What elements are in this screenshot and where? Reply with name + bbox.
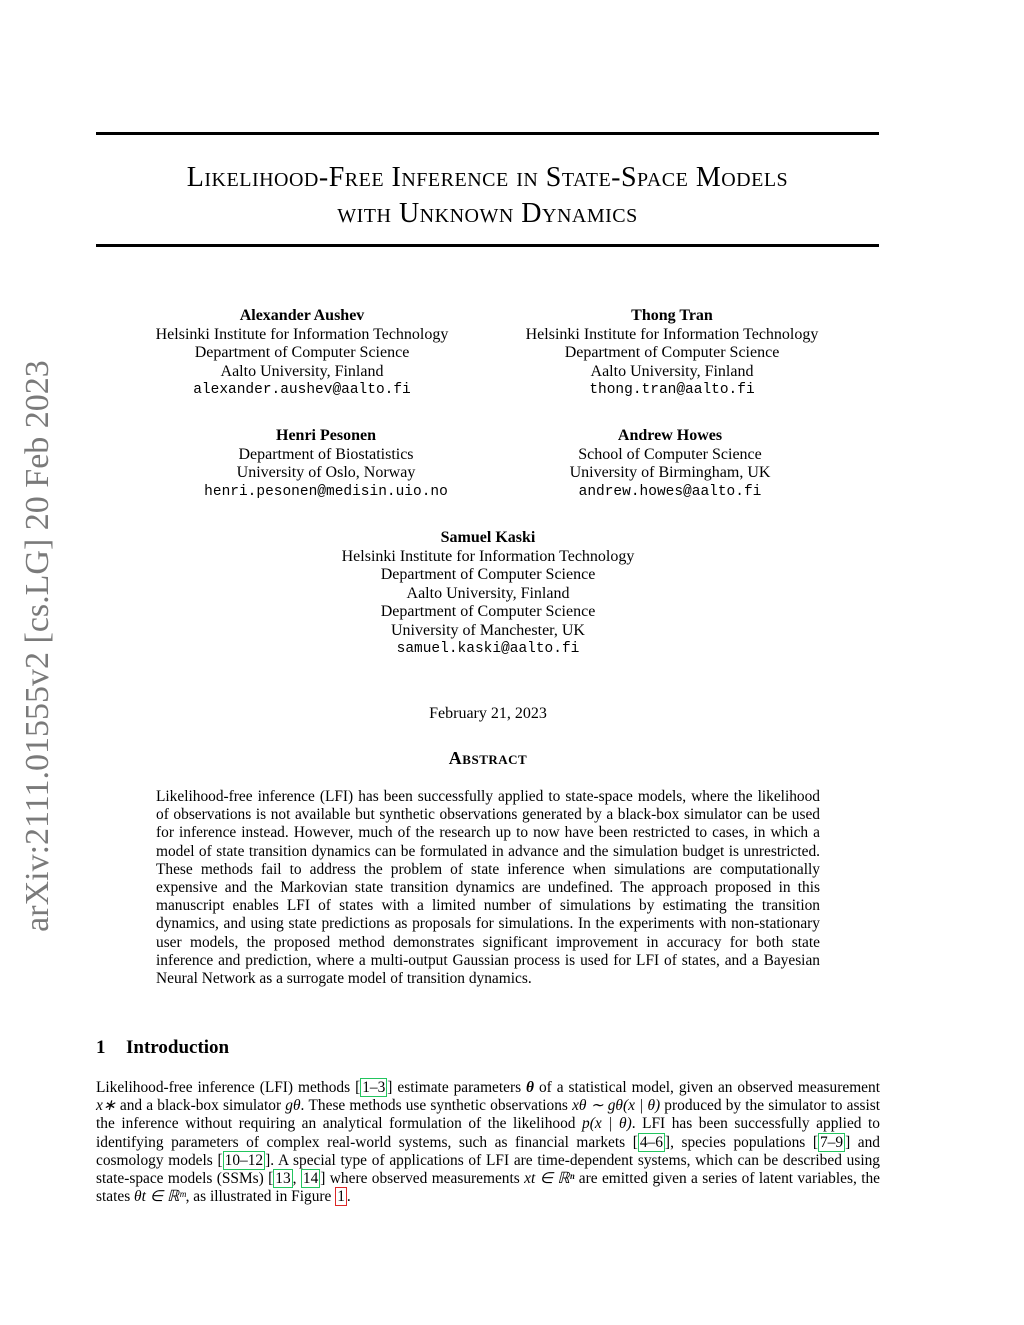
text-span: . LFI has been successfully applied to identifying parameters of complex real-world systems, such as financial markets [96,1115,880,1151]
citation-link[interactable]: 7–9 [819,1133,844,1151]
author-block-kaski [318,529,658,659]
author-affiliation: School of Computer Science [578,445,762,463]
text-span: and cosmology models [96,1133,880,1169]
figure-reference-link[interactable]: 1 [337,1188,345,1206]
arxiv-side-label: arXiv:2111.01555v2 [cs.LG] 20 Feb 2023 [19,360,56,932]
text-span: are emitted given a series of latent variables, the states [96,1170,880,1206]
author-affiliation: University of Birmingham, UK [569,464,771,481]
author-affiliation: Department of Computer Science [380,603,596,620]
paper-date: February 21, 2023 [429,705,547,722]
section-number: 1 [96,1037,106,1058]
math-theta: θ [526,1079,535,1096]
author-email: thong.tran@aalto.fi [589,382,755,398]
citation-link[interactable]: 4–6 [639,1133,663,1151]
citation-link[interactable]: 10–12 [224,1151,264,1169]
math-formula-simulator: xθ ∼ gθ(x | θ) [572,1097,661,1115]
text-span: . These methods use synthetic observations [300,1097,573,1115]
paper-title [96,160,879,232]
author-affiliation: Department of Computer Science [564,344,780,361]
author-name: Samuel Kaski [440,529,536,546]
text-span: , species populations [670,1133,813,1151]
abstract-text: Likelihood-free inference (LFI) has been successfully applied to state-space models, where the likelihood of observations is not available but synthetic observations generated by a black-box simulator can be used for inference instead. However, much of the research up to now have been restricted to cases, in which a model of state transition dynamics can be formulated in advance and the simulation budget is unrestricted. These methods fail to address the problem of state inference when simulations are computationally expensive and the Markovian state transition dynamics are undefined. The approach proposed in this manuscript enables LFI of states with a limited number of simulations by estimating the transition dynamics, and using state predictions as proposals for simulations. In the experiments with non-stationary user models, the proposed method demonstrates significant improvement in accuracy for both state inference and prediction, where a multi-output Gaussian process is used for LFI of states, and a Bayesian Neural Network as a surrogate model of transition dynamics. [156,788,820,988]
text-span: produced by the simulator to assist the inference without requiring an analytical formulation of the likelihood [96,1097,880,1133]
author-affiliation: Helsinki Institute for Information Technology [155,325,449,343]
author-name: Henri Pesonen [276,427,376,444]
author-block-pesonen [156,427,496,501]
text-span: and a black-box simulator [115,1097,286,1115]
title-line-2: with Unknown Dynamics [337,198,638,229]
author-name: Thong Tran [631,307,713,324]
citation-link[interactable]: 14 [302,1170,319,1188]
section-heading-introduction [96,1037,229,1059]
text-span: estimate parameters [392,1079,527,1096]
math-formula-measurements: xt ∈ ℝⁿ [524,1170,575,1188]
math-formula-likelihood: p(x | θ) [582,1115,632,1133]
text-span: of a statistical model, given an observed measurement [534,1079,880,1096]
author-affiliation: Helsinki Institute for Information Technology [341,547,635,565]
author-affiliation: Aalto University, Finland [406,584,570,602]
introduction-paragraph: Likelihood-free inference (LFI) methods [ 1–3 ] estimate parameters θ of a statistical model, given an observed measurement x∗ and a black-box simulator gθ. These methods use synthetic observations xθ ∼ gθ(x | θ) produced by the simulator to assist the inference without requiring an analytical formulation of the likelihood p(x | θ). LFI has been successfully applied to identifying parameters of complex real-world systems, such as financial markets [ 4–6 ], species populations [ 7–9 ] and cosmology models [ 10–12 ]. A special type of applications of LFI are time-dependent systems, which can be described using state-space models (SSMs) [ 13 , 14 ] where observed measurements xt ∈ ℝⁿ are emitted given a series of latent variables, the states θt ∈ ℝᵐ, as illustrated in Figure 1 . [96,1079,880,1206]
author-name: Alexander Aushev [239,307,365,324]
title-line-1: Likelihood-Free Inference in State-Space Models [186,162,789,193]
author-affiliation: Aalto University, Finland [590,362,754,380]
title-top-rule [96,132,879,135]
section-title: Introduction [126,1037,230,1058]
title-bottom-rule [96,244,879,247]
text-span: . A special type of applications of LFI are time-dependent systems, which can be described using state-space models (SSMs) [96,1151,880,1188]
author-email: henri.pesonen@medisin.uio.no [204,483,448,500]
text-span: where observed measurements [325,1170,525,1188]
math-gtheta: gθ [285,1097,301,1115]
math-xstar: x∗ [96,1097,116,1115]
author-block-aushev [132,307,472,400]
author-block-howes [500,427,840,501]
author-email: andrew.howes@aalto.fi [578,483,762,500]
text-span: , as illustrated in Figure [185,1188,336,1206]
citation-link[interactable]: 1–3 [362,1079,386,1096]
text-span: , [292,1170,301,1188]
author-affiliation: Department of Biostatistics [238,445,414,463]
author-name: Andrew Howes [617,427,723,444]
author-affiliation: University of Manchester, UK [391,621,585,639]
author-email: samuel.kaski@aalto.fi [396,641,580,657]
author-affiliation: University of Oslo, Norway [236,464,416,481]
text-span: Likelihood-free inference (LFI) methods [96,1079,356,1096]
author-affiliation: Department of Computer Science [194,344,410,361]
author-affiliation: Helsinki Institute for Information Technology [525,325,819,343]
author-affiliation: Department of Computer Science [380,566,596,583]
citation-link[interactable]: 13 [275,1170,291,1188]
author-email: alexander.aushev@aalto.fi [193,382,411,398]
text-span: . [346,1188,351,1206]
author-affiliation: Aalto University, Finland [220,362,384,380]
math-formula-states: θt ∈ ℝᵐ [134,1188,186,1206]
author-block-tran [502,307,842,400]
abstract-heading: Abstract [448,748,528,768]
